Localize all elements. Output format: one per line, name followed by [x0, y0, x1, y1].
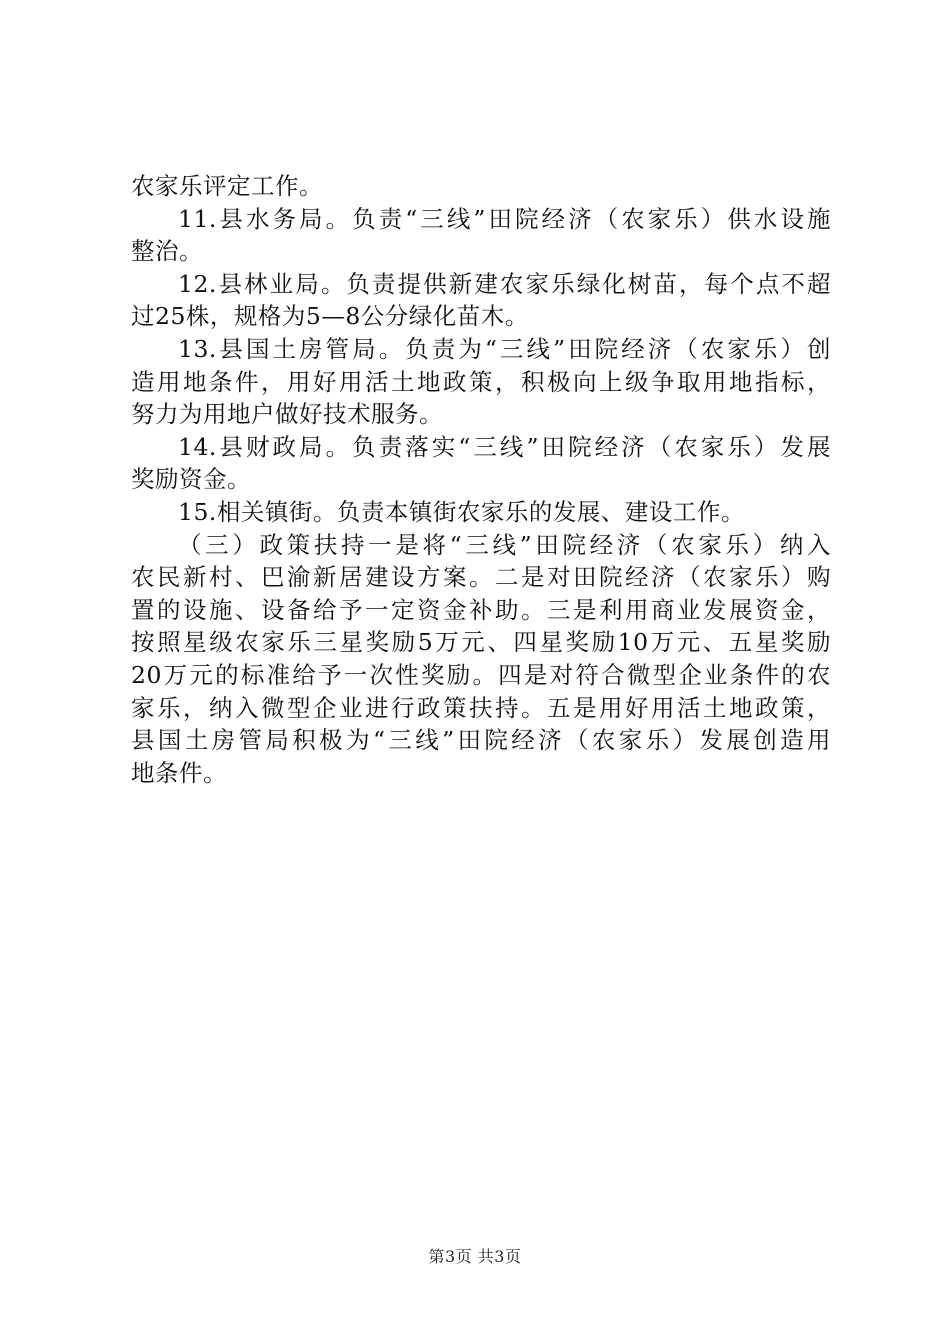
- text-line: 按照星级农家乐三星奖励5万元、四星奖励10万元、五星奖励: [131, 628, 831, 657]
- text-line: 努力为用地户做好技术服务。: [131, 400, 443, 429]
- text-line: 14.县财政局。负责落实“三线”田院经济（农家乐）发展: [178, 432, 831, 461]
- text-line: （三）政策扶持一是将“三线”田院经济（农家乐）纳入: [178, 530, 831, 559]
- document-body: [131, 170, 831, 789]
- page-number-footer: 第3页 共3页: [428, 1247, 522, 1266]
- text-line: 造用地条件，用好用活土地政策，积极向上级争取用地指标，: [131, 367, 831, 396]
- text-line: 置的设施、设备给予一定资金补助。三是利用商业发展资金，: [131, 595, 831, 624]
- text-line: 整治。: [131, 237, 203, 266]
- text-line: 13.县国土房管局。负责为“三线”田院经济（农家乐）创: [178, 334, 831, 363]
- text-line: 地条件。: [131, 758, 227, 787]
- text-line: 奖励资金。: [131, 465, 251, 494]
- text-line: 过25株，规格为5—8公分绿化苗木。: [131, 302, 529, 331]
- text-line: 农民新村、巴渝新居建设方案。二是对田院经济（农家乐）购: [131, 563, 831, 592]
- text-line: 农家乐评定工作。: [131, 172, 323, 200]
- text-line: 20万元的标准给予一次性奖励。四是对符合微型企业条件的农: [131, 660, 831, 689]
- text-line: 15.相关镇街。负责本镇街农家乐的发展、建设工作。: [178, 497, 745, 526]
- text-line: 家乐，纳入微型企业进行政策扶持。五是用好用活土地政策，: [131, 693, 831, 722]
- text-line: 12.县林业局。负责提供新建农家乐绿化树苗，每个点不超: [178, 269, 831, 298]
- text-line: 县国土房管局积极为“三线”田院经济（农家乐）发展创造用: [131, 726, 831, 755]
- text-line: 11.县水务局。负责“三线”田院经济（农家乐）供水设施: [178, 204, 831, 233]
